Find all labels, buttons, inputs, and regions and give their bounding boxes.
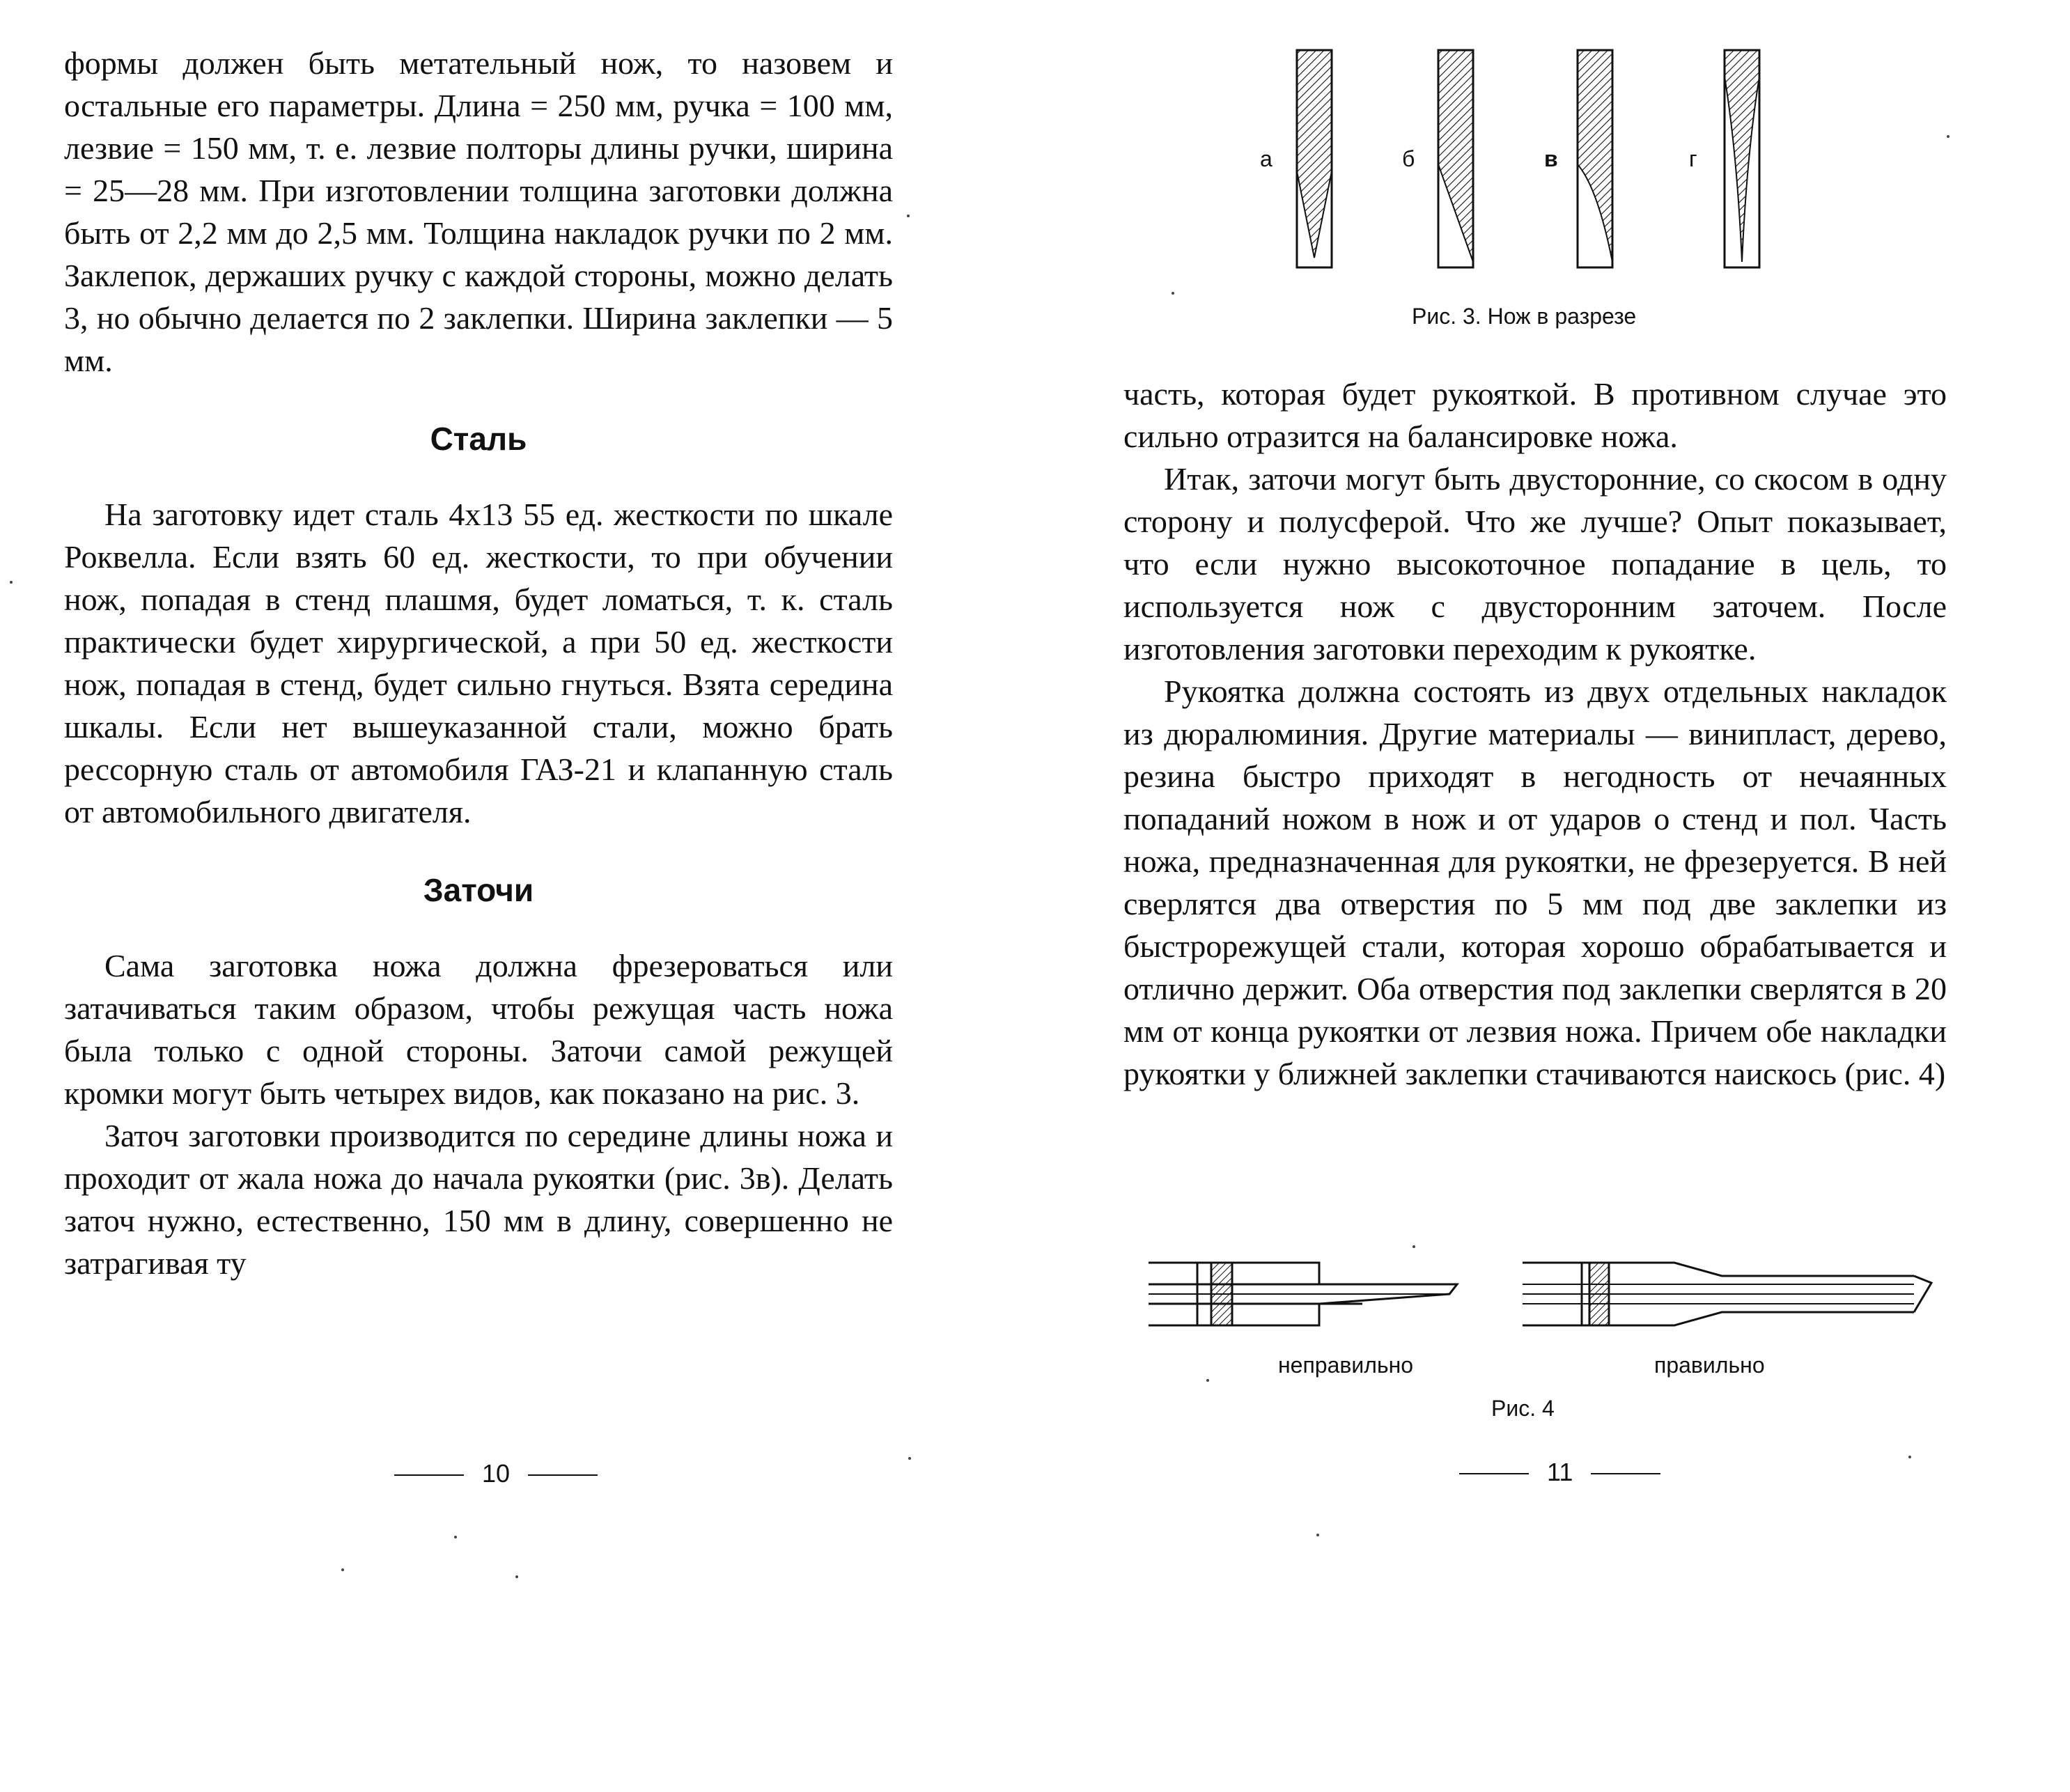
knife-section-a [1297, 50, 1332, 267]
page-number-left [376, 1459, 599, 1488]
paragraph-continued: часть, которая будет рукояткой. В противном случае это сильно отразится на балансировке ножа. [1123, 376, 1947, 454]
figure-3-label-v: в [1544, 146, 1558, 171]
knife-section-v [1578, 50, 1612, 267]
paragraph-handle: Рукоятка должна состоять из двух отдельных накладок из дюралюминия. Другие материалы — винипласт, дерево, резина быстро приходят в негодность от нечаянных попаданий ножом в нож и от ударов о стенд и пол. Часть ножа, предназначенная для рукоятки, не фрезеруется. В ней сверлятся два отверстия по 5 мм под две заклепки из быстрорежущей стали, которая хорошо обрабатывается и отлично держит. Оба отверстия под заклепки сверлятся в 20 мм от конца рукоятки от лезвия ножа. Причем обе накладки рукоятки у ближней заклепки стачиваются наискось (рис. 4) [1123, 673, 1947, 1091]
figure-4-label-right: правильно [1654, 1353, 1765, 1378]
right-text-column [1123, 373, 1947, 1095]
knife-section-g [1725, 50, 1759, 267]
figure-3-caption: Рис. 3. Нож в разрезе [1412, 304, 1637, 329]
right-page [1035, 0, 2070, 1792]
figure-4-caption: Рис. 4 [1491, 1396, 1555, 1421]
figure-4-label-wrong: неправильно [1278, 1353, 1414, 1378]
paragraph-sharpening-1: Сама заготовка ножа должна фрезероваться или затачиваться таким образом, чтобы режущая часть ножа была только с одной стороны. Заточи самой режущей кромки могут быть четырех видов, как показано на рис. 3. [64, 948, 893, 1111]
heading-sharpening: Заточи [423, 872, 534, 908]
paragraph-intro: формы должен быть метательный нож, то назовем и остальные его параметры. Длина = 250 мм, ручка = 100 мм, лезвие = 150 мм, т. е. лезвие полторы длины ручки, ширина = 25—28 мм. При изготовлении толщина заготовки должна быть от 2,2 мм до 2,5 мм. Толщина накладок ручки по 2 мм. Заклепок, держаших ручку с каждой стороны, можно делать 3, но обычно делается по 2 заклепки. Ширина заклепки — 5 мм. [64, 45, 893, 378]
figure-3-label-a: а [1260, 146, 1273, 171]
paragraph-types: Итак, заточи могут быть двусторонние, со скосом в одну сторону и полусферой. Что же лучше? Опыт показывает, что если нужно высокоточное попадание в цель, то используется нож с двусторонним заточем. После изготовления заготовки переходим к рукоятке. [1123, 461, 1947, 667]
page-number-value: 11 [1547, 1458, 1573, 1486]
figure-4-right-drawing [1523, 1263, 1931, 1325]
figure-4-wrong-drawing [1149, 1263, 1457, 1325]
knife-section-b [1438, 50, 1473, 267]
page-number-right [1441, 1458, 1664, 1487]
heading-steel: Сталь [430, 421, 527, 457]
paragraph-steel: На заготовку идет сталь 4х13 55 ед. жесткости по шкале Роквелла. Если взять 60 ед. жесткости, то при обучении нож, попадая в стенд плашмя, будет ломаться, т. к. сталь практически будет хирургической, а при 50 ед. жесткости нож, попадая в стенд, будет сильно гнуться. Взята середина шкалы. Если нет вышеуказанной стали, можно брать рессорную сталь от автомобиля ГАЗ-21 и клапанную сталь от автомобильного двигателя. [64, 497, 893, 829]
figure-3-label-g: г [1689, 146, 1697, 171]
page-number-value: 10 [482, 1459, 511, 1488]
figure-3-label-b: б [1402, 146, 1415, 171]
figure-4-drawing [1035, 1240, 2070, 1421]
left-text-column [64, 42, 893, 1284]
paragraph-sharpening-2: Заточ заготовки производится по середине длины ножа и проходит от жала ножа до начала рукоятки (рис. 3в). Делать заточ нужно, естественно, 150 мм в длину, совершенно не затрагивая ту [64, 1118, 893, 1281]
